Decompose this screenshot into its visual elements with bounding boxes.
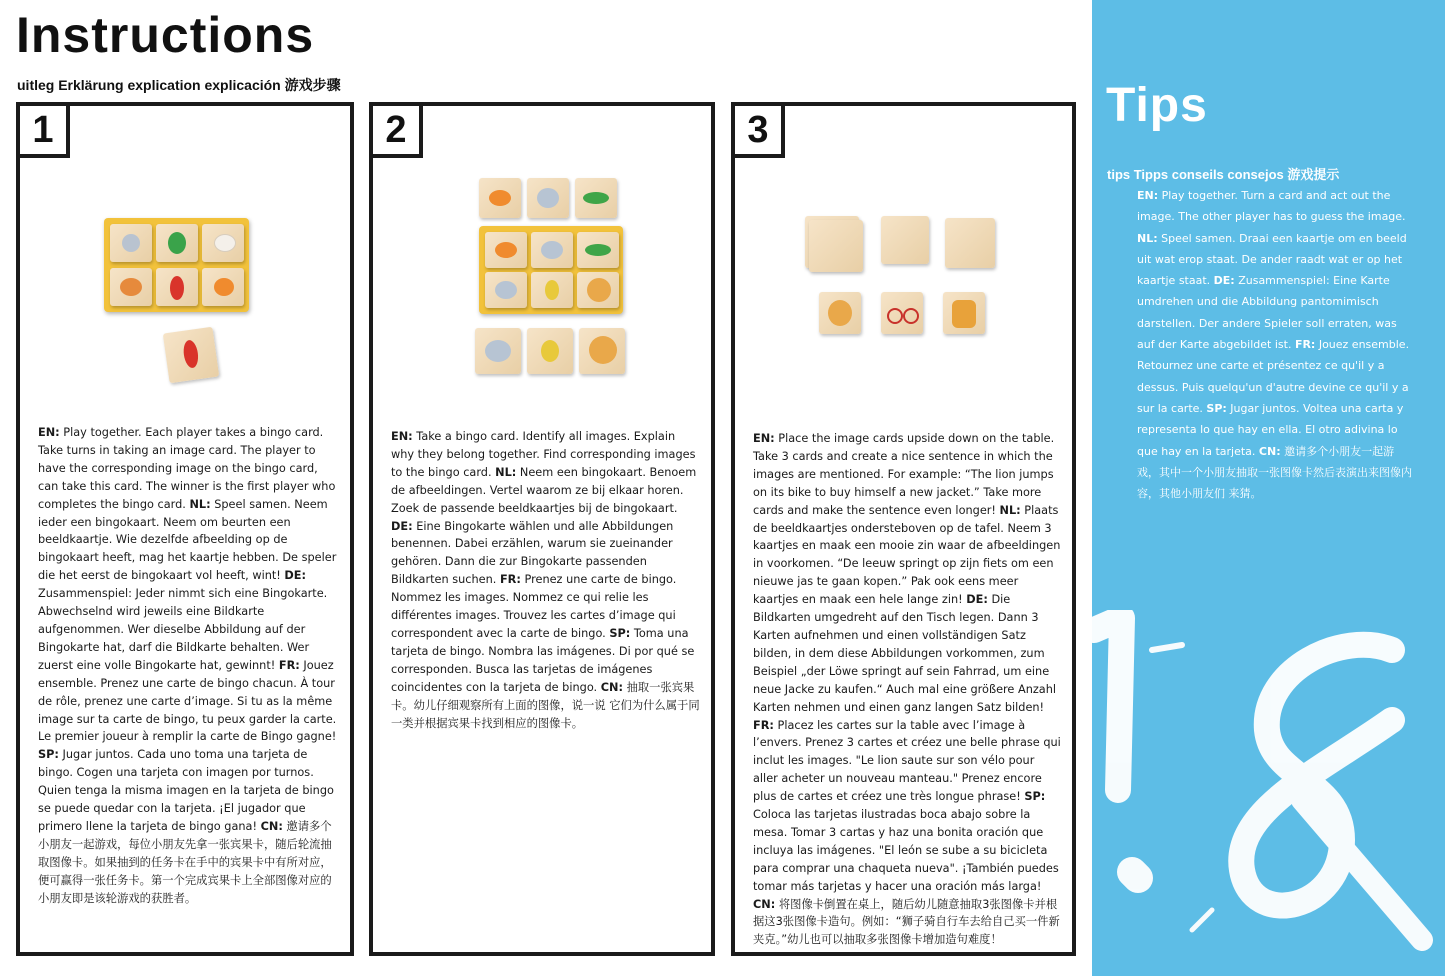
step-number: 2 (369, 102, 423, 158)
parrot-card-illustration (163, 327, 219, 383)
age-1-8-decoration (1092, 610, 1445, 976)
card-2-text: EN: Take a bingo card. Identify all images. Explain why they belong together. Find corresponding images to the bingo card. NL: Neem een bingokaart. Benoem de afbeeldingen. Vertel waarom ze bij elkaar horen. Zoek de passende beeldkaartjes bij de bingokaart. DE: Eine Bingokarte wählen und alle Abbildungen benennen. Dabei erzählen, warum sie zueinander gehören. Dann die zur Bingokarte passenden Bildkarten suchen. FR: Prenez une carte de bingo. Nommez les images. Nommez ce qui relie les différentes images. Trouvez les cartes d’image qui correspondent avec la carte de bingo. SP: Toma una tarjeta de bingo. Nombra las imágenes. Di por qué se corresponden. Busca las tarjetas de imágenes coincidentes con la tarjeta de bingo. CN: 抽取一张宾果卡。幼儿仔细观察所有上面的图像，说一说 它们为什么属于同一类并根据宾果卡找到相应的图像卡。 (391, 430, 700, 730)
card-1-text: EN: Play together. Each player takes a bingo card. Take turns in taking an image card. The player to have the corresponding image on the bingo card, can take this card. The winner is the first player who completes the bingo card. NL: Speel samen. Neem ieder een bingokaart. Neem om beurten een beeldkaartje. Wie dezelfde afbeelding op de bingokaart heeft, mag het kaartje hebben. De speler die het eerst de bingokaart vol heeft, wint! DE: Zusammenspiel: Jeder nimmt sich eine Bingokarte. Abwechselnd wird jeweils eine Bildkarte aufgenommen. Wer dieselbe Abbildung auf der Bingokarte hat, darf die Bildkarte behalten. Wer zuerst eine volle Bingokarte hat, gewinnt! FR: Jouez ensemble. Prenez une carte de bingo chacun. À tour de rôle, prenez une carte d’image. Si tu as la même image sur ta carte de bingo, tu peux garder la carte. Le premier joueur à remplir la carte de Bingo gagne! SP: Jugar juntos. Cada uno toma una tarjeta de bingo. Cogen una tarjeta con imagen por turnos. Quien tenga la misma imagen en la tarjeta de bingo se puede quedar con la tarjeta. ¡El jugador que primero llene la tarjeta de bingo gana! CN: 邀请多个小朋友一起游戏，每位小朋友先拿一张宾果卡，随后轮流抽取图像卡。如果抽到的任务卡在手中的宾果卡中有所对应，便可赢得一张任务卡。第一个完成宾果卡上全部图像对应的小朋友即是该轮游戏的获胜者。 (38, 426, 337, 905)
card-3-text: EN: Place the image cards upside down on the table. Take 3 cards and create a nice sentence in which the images are mentioned. For example: “The lion jumps on its bike to buy himself a new jacket.” Take more cards and make the sentence even longer! NL: Plaats de beeldkaartjes ondersteboven op de tafel. Neem 3 kaartjes en maak een mooie zin waar de afbeeldingen in voorkomen. “De leeuw springt op zijn fiets om een nieuwe jas te gaan kopen.” Pak ook eens meer kaartjes en maak een hele lange zin! DE: Die Bildkarten umgedreht auf den Tisch legen. Dann 3 Karten aufnehmen und einen vollständigen Satz bilden, in dem diese Abbildungen vorkommen, zum Beispiel „der Löwe springt auf sein Fahrrad, um eine neue Jacke zu kaufen.“ Auch mal eine größere Anzahl Karten nehmen und einen ganz langen Satz bilden! FR: Placez les cartes sur la table avec l’image à l’envers. Prenez 3 cartes et créez une belle phrase qui inclut les images. "Le lion saute sur son vélo pour aller acheter un nouveau manteau." Prenez encore plus de cartes et créez une très longue phrase! SP: Coloca las tarjetas ilustradas boca abajo sobre la mesa. Tomar 3 cartas y haz una bonita oración que incluya las imágenes. "El león se sube a su bicicleta para comprar una chaqueta nueva". ¡También puedes tomar más tarjetas y hacer una oración más larga! CN: 将图像卡倒置在桌上，随后幼儿随意抽取3张图像卡并根据这3张图像卡造句。例如：“狮子骑自行车去给自己买一件新夹克。”幼儿也可以抽取多张图像卡增加造句难度！ (753, 432, 1061, 947)
instruction-card-2 (369, 102, 715, 956)
step-number: 1 (16, 102, 70, 158)
instruction-card-3 (731, 102, 1076, 956)
story-cards-illustration (805, 216, 1005, 346)
animal-cards-illustration (475, 178, 625, 378)
step-number: 3 (731, 102, 785, 158)
instruction-card-1 (16, 102, 354, 956)
tips-panel (1092, 0, 1445, 976)
bingo-board-illustration (104, 218, 254, 388)
page-title: Instructions (16, 7, 315, 63)
page-subtitle: uitleg Erklärung explication explicación 游戏步骤 (17, 77, 341, 93)
tips-subtitle: tips Tipps conseils consejos 游戏提示 (1107, 167, 1340, 182)
tips-text: EN: Play together. Turn a card and act out the image. The other player has to guess the image. NL: Speel samen. Draai een kaartje om en beeld uit wat erop staat. De ander raadt wat er op het kaartje staat. DE: Zusammenspiel: Eine Karte umdrehen und die Abbildung pantomimisch darstellen. Der andere Spieler soll erraten, was auf der Karte abgebildet ist. FR: Jouez ensemble. Retournez une carte et présentez ce qu'il y a dessus. Puis quelqu'un d'autre devine ce qu'il y a sur la carte. SP: Jugar juntos. Voltea una carta y representa lo que hay en ella. El otro adivina lo que hay en la tarjeta. CN: 邀请多个小朋友一起游戏，其中一个小朋友抽取一张图像卡然后表演出来图像内容，其他小朋友们 来猜。 (1137, 189, 1412, 501)
tips-title: Tips (1106, 79, 1208, 132)
